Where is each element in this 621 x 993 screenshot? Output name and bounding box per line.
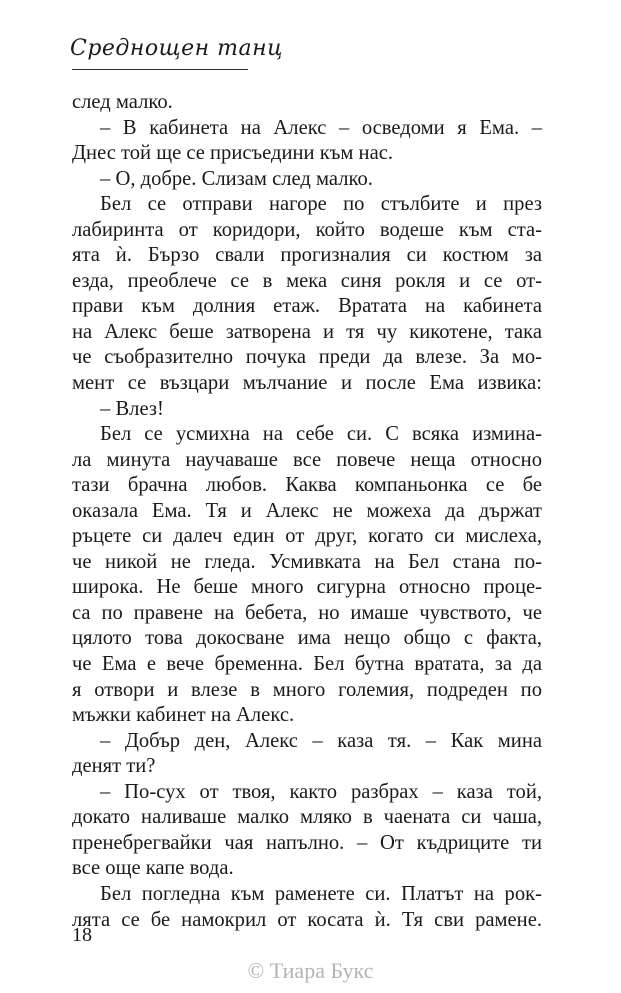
text-line: че Ема е вече бременна. Бел бутна вратата, за да xyxy=(72,653,542,676)
text-line: прави към долния етаж. Вратата на кабинета xyxy=(72,295,542,318)
text-line: Днес той ще се присъедини към нас. xyxy=(72,142,394,165)
text-line: ята ѝ. Бързо свали прогизналия си костюм за xyxy=(72,244,542,267)
text-line: Бел погледна към раменете си. Платът на рок- xyxy=(100,882,542,905)
text-line: лята се бе намокрил от косата ѝ. Тя сви рамене. xyxy=(72,908,542,931)
text-line: на Алекс беше затворена и тя чу кикотене, така xyxy=(72,320,542,343)
text-line: ръцете си далеч един от друг, когато си мислеха, xyxy=(72,525,542,548)
text-line: че никой не гледа. Усмивката на Бел стана по- xyxy=(72,550,542,573)
text-line: оказала Ема. Тя и Алекс не можеха да държат xyxy=(72,499,542,522)
text-line: я отвори и влезе в много големия, подреден по xyxy=(72,678,542,701)
text-line: все още капе вода. xyxy=(72,857,234,880)
text-line: – По-сух от твоя, както разбрах – каза той, xyxy=(100,780,542,803)
text-line: цялото това докосване има нещо общо с факта, xyxy=(72,627,542,650)
text-line: докато наливаше малко мляко в чаената си чаша, xyxy=(72,806,542,829)
page-number: 18 xyxy=(72,924,92,946)
running-header-title: Среднощен танц xyxy=(70,36,283,61)
text-line: пренебрегвайки чая напълно. – От къдриците ти xyxy=(72,831,542,854)
text-line: Бел се усмихна на себе си. С всяка измина- xyxy=(100,423,542,446)
text-line: мент се възцари мълчание и после Ема извика: xyxy=(72,372,542,395)
text-line: ла минута научаваше все повече неща относно xyxy=(72,448,542,471)
text-line: – Добър ден, Алекс – каза тя. – Как мина xyxy=(100,729,542,752)
text-line: са по правене на бебета, но имаше чувството, че xyxy=(72,601,542,624)
text-line: след малко. xyxy=(72,91,173,113)
text-line: езда, преоблече се в мека синя рокля и се от- xyxy=(72,269,542,292)
text-line: – О, добре. Слизам след малко. xyxy=(100,167,373,190)
header-rule xyxy=(72,69,248,70)
text-line: че съобразително почука преди да влезе. За мо- xyxy=(72,346,542,369)
copyright-watermark: © Тиара Букс xyxy=(247,958,374,983)
text-line: – Влез! xyxy=(100,397,164,420)
text-line: денят ти? xyxy=(72,755,156,778)
text-line: широка. Не беше много сигурна относно проце- xyxy=(72,576,542,599)
text-line: – В кабинета на Алекс – осведоми я Ема. – xyxy=(100,116,542,139)
body-text xyxy=(72,90,542,933)
text-line: мъжки кабинет на Алекс. xyxy=(72,704,295,727)
text-line: тази брачна любов. Каква компаньонка се бе xyxy=(72,474,542,497)
text-line: лабиринта от коридори, който водеше към ста- xyxy=(72,218,542,241)
text-line: Бел се отправи нагоре по стълбите и през xyxy=(100,193,542,216)
